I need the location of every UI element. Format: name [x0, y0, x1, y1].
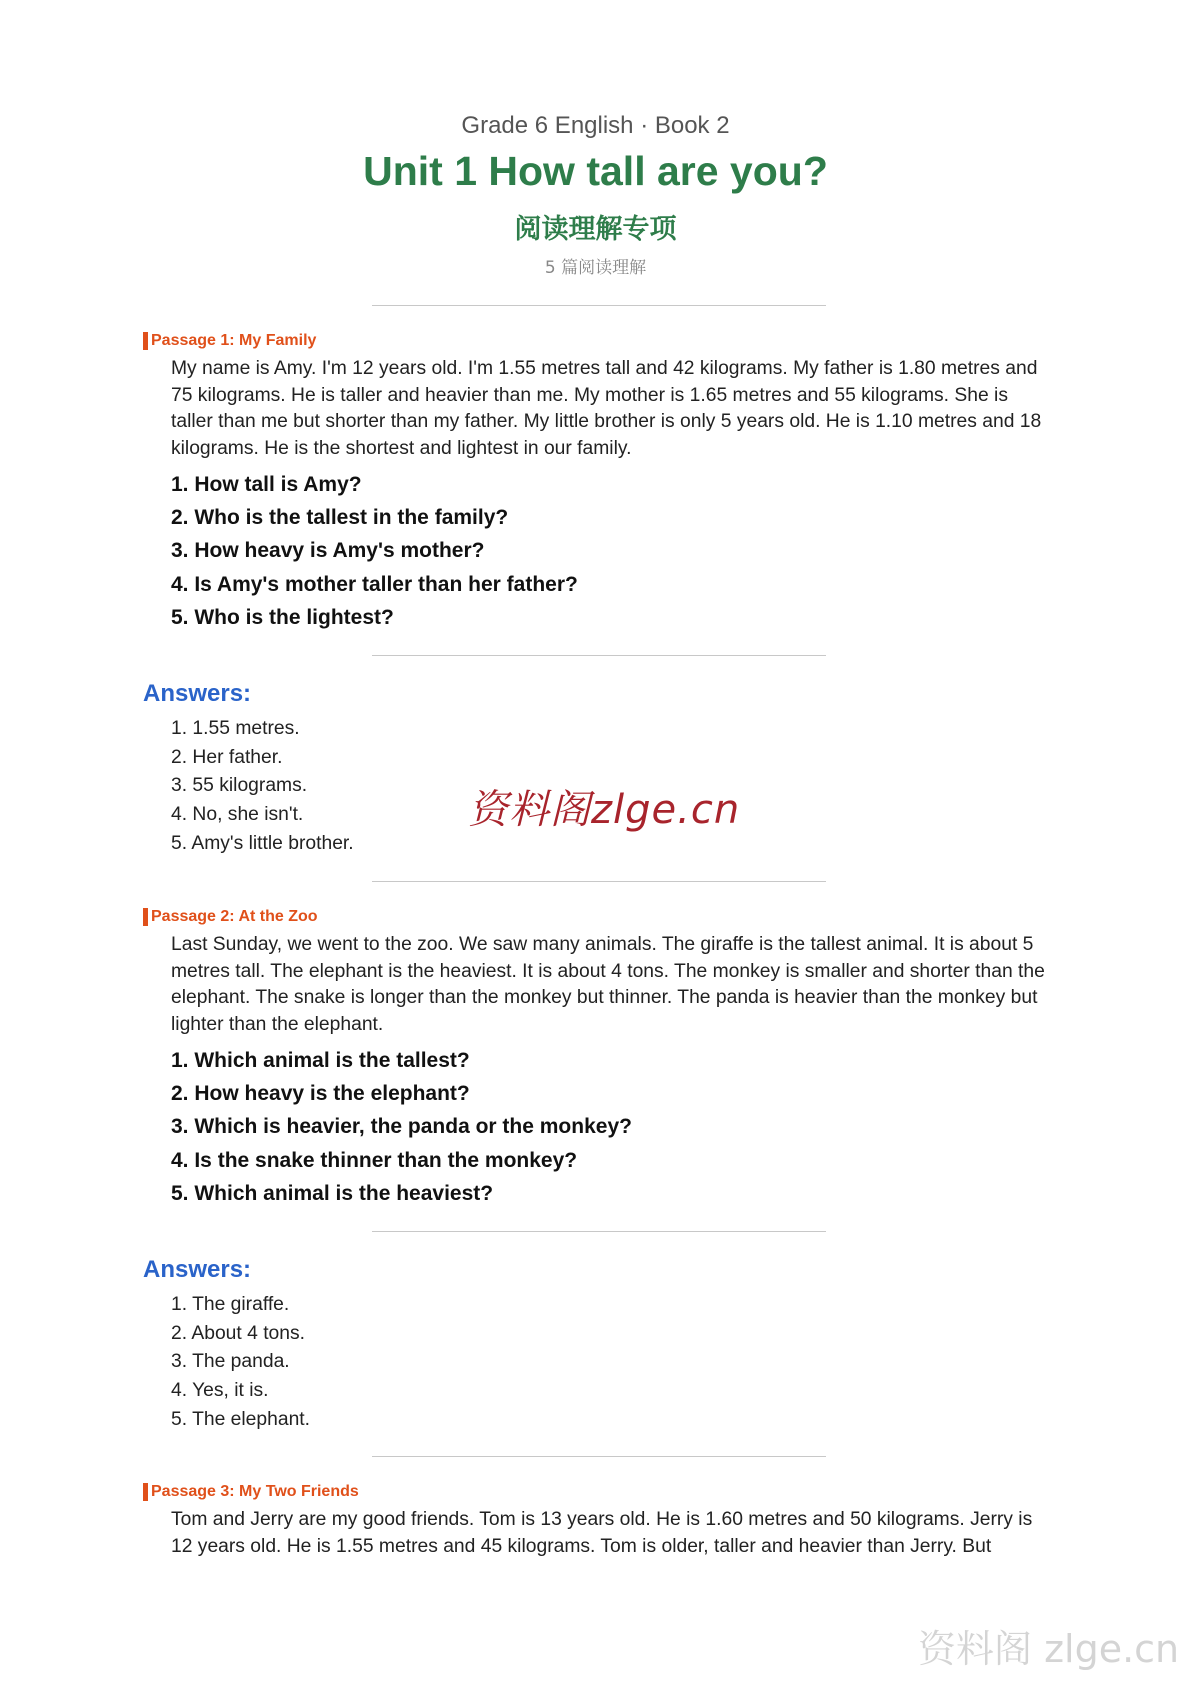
question-item: 4. Is Amy's mother taller than her father? [171, 572, 578, 596]
passage-2-questions [171, 1044, 632, 1210]
answer-item: 3. The panda. [171, 1351, 290, 1373]
question-item: 2. How heavy is the elephant? [171, 1082, 470, 1106]
question-item: 1. Which animal is the tallest? [171, 1049, 470, 1072]
watermark-center: 资料阁zlge.cn [468, 787, 741, 833]
passage-1-title: Passage 1: My Family [143, 332, 316, 350]
question-item: 3. How heavy is Amy's mother? [171, 539, 485, 563]
answer-item: 4. Yes, it is. [171, 1380, 269, 1402]
passage-count: 5 篇阅读理解 [544, 258, 647, 278]
answers-heading-1: Answers: [143, 680, 252, 707]
answers-heading-2: Answers: [143, 1256, 252, 1283]
chinese-title: 阅读理解专项 [514, 214, 677, 245]
divider [372, 1456, 826, 1457]
question-item: 5. Which animal is the heaviest? [171, 1181, 494, 1205]
question-item: 1. How tall is Amy? [171, 473, 362, 496]
passage-1-questions [171, 468, 578, 634]
passage-3-text: Tom and Jerry are my good friends. Tom is 13 years old. He is 1.60 metres and 50 kilograms. Jerry is 12 years old. He is 1.55 metres and 45 kilograms. Tom is older, taller and heavier than Jerry. But [171, 1509, 1033, 1557]
watermark-corner: 资料阁 zlge.cn [918, 1627, 1180, 1671]
answer-item: 1. 1.55 metres. [171, 718, 300, 739]
answer-item: 1. The giraffe. [171, 1294, 290, 1315]
answer-item: 3. 55 kilograms. [171, 775, 308, 797]
passage-1-answers [171, 715, 354, 858]
question-item: 2. Who is the tallest in the family? [171, 506, 509, 530]
divider [372, 655, 826, 656]
passage-2-answers [171, 1291, 310, 1434]
divider [372, 1231, 826, 1232]
divider [372, 305, 826, 306]
document-subtitle: Grade 6 English · Book 2 [461, 112, 730, 139]
answer-item: 5. Amy's little brother. [171, 832, 354, 854]
answer-item: 2. About 4 tons. [171, 1322, 305, 1344]
question-item: 3. Which is heavier, the panda or the monkey? [171, 1115, 632, 1139]
answer-item: 5. The elephant. [171, 1408, 311, 1430]
answer-item: 4. No, she isn't. [171, 804, 304, 826]
divider [372, 881, 826, 882]
passage-2-text: Last Sunday, we went to the zoo. We saw many animals. The giraffe is the tallest animal. It is about 5 metres tall. The elephant is the heaviest. It is about 4 tons. The monkey is smaller and shorter than the elephant. The snake is longer than the monkey but thinner. The panda is heavier than the monkey but lighter than the elephant. [171, 934, 1045, 1036]
passage-3-title: Passage 3: My Two Friends [143, 1483, 359, 1501]
answer-item: 2. Her father. [171, 746, 283, 768]
question-item: 5. Who is the lightest? [171, 605, 394, 629]
question-item: 4. Is the snake thinner than the monkey? [171, 1148, 578, 1172]
passage-1-text: My name is Amy. I'm 12 years old. I'm 1.55 metres tall and 42 kilograms. My father is 1.80 metres and 75 kilograms. He is taller and heavier than me. My mother is 1.65 metres and 55 kilograms. She is taller than me but shorter than my father. My little brother is only 5 years old. He is 1.10 metres and 18 kilograms. He is the shortest and lightest in our family. [171, 358, 1042, 460]
unit-title: Unit 1 How tall are you? [363, 148, 828, 194]
passage-2-title: Passage 2: At the Zoo [143, 908, 318, 926]
